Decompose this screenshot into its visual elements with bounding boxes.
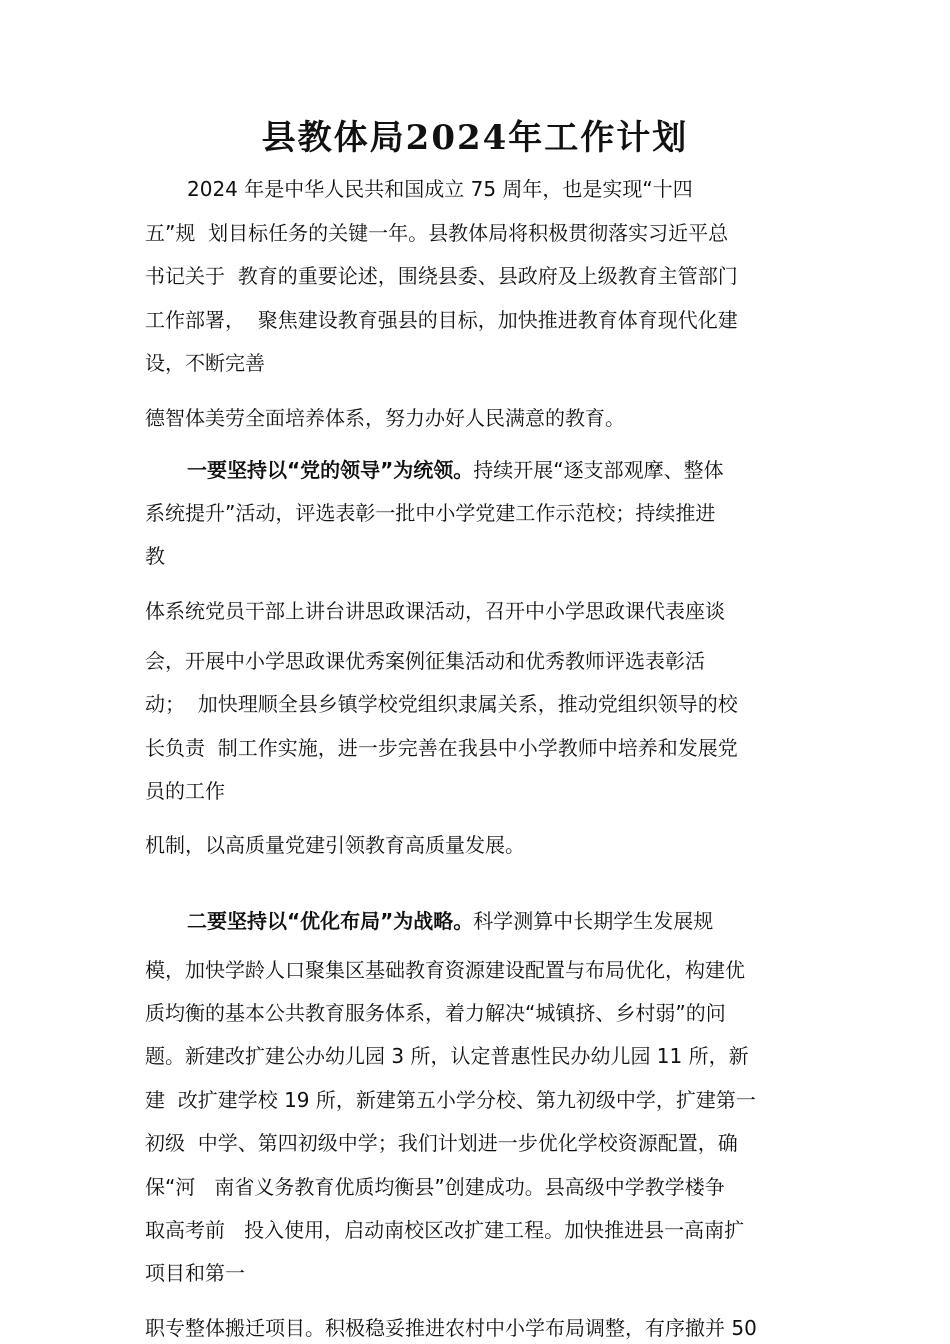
intro-line: 设，不断完善 [145,351,265,375]
section1-line: 体系统党员干部上讲台讲思政课活动，召开中小学思政课代表座谈 [145,599,725,623]
section2-line: 模，加快学龄人口聚集区基础教育资源建设配置与布局优化，构建优 [145,958,745,982]
intro-line: 书记关于 教育的重要论述，围绕县委、县政府及上级教育主管部门 [145,264,738,288]
intro-line: 五”规 划目标任务的关键一年。县教体局将积极贯彻落实习近平总 [145,221,729,245]
section1-line: 系统提升”活动，评选表彰一批中小学党建工作示范校；持续推进 [145,501,716,525]
section2-line: 项目和第一 [145,1261,245,1285]
section1-line: 动； 加快理顺全县乡镇学校党组织隶属关系，推动党组织领导的校 [145,692,738,716]
section2-line: 质均衡的基本公共教育服务体系，着力解决“城镇挤、乡村弱”的问 [145,1001,726,1025]
section1-line: 机制，以高质量党建引领教育高质量发展。 [145,833,525,857]
section1-first-line-rest: 持续开展“逐支部观摩、整体 [473,458,724,482]
section1-line: 教 [145,544,165,568]
section1-line: 长负责 制工作实施，进一步完善在我县中小学教师中培养和发展党 [145,736,738,760]
intro-line: 2024 年是中华人民共和国成立 75 周年，也是实现“十四 [187,177,693,201]
section1-line: 会，开展中小学思政课优秀案例征集活动和优秀教师评选表彰活 [145,649,705,673]
intro-line: 工作部署， 聚焦建设教育强县的目标，加快推进教育体育现代化建 [145,308,738,332]
section1-line: 员的工作 [145,779,225,803]
section2-line: 初级 中学、第四初级中学；我们计划进一步优化学校资源配置，确 [145,1131,738,1155]
intro-line: 德智体美劳全面培养体系，努力办好人民满意的教育。 [145,406,625,430]
section2-line: 建 改扩建学校 19 所，新建第五小学分校、第九初级中学，扩建第一 [145,1088,756,1112]
section2-first-line-rest: 科学测算中长期学生发展规 [473,909,714,933]
section2-heading: 二要坚持以“优化布局”为战略。 [187,909,474,933]
document-title: 县教体局2024年工作计划 [261,118,689,158]
section2-line: 职专整体搬迁项目。积极稳妥推进农村中小学布局调整，有序撤并 50 [145,1316,757,1340]
section1-first-line [187,456,724,484]
section2-line: 题。新建改扩建公办幼儿园 3 所，认定普惠性民办幼儿园 11 所，新 [145,1044,749,1068]
section2-first-line [187,907,713,935]
section1-heading: 一要坚持以“党的领导”为统领。 [187,458,474,482]
section2-line: 取高考前 投入使用，启动南校区改扩建工程。加快推进县一高南扩 [145,1218,745,1242]
section2-line: 保“河 南省义务教育优质均衡县”创建成功。县高级中学教学楼争 [145,1175,725,1199]
